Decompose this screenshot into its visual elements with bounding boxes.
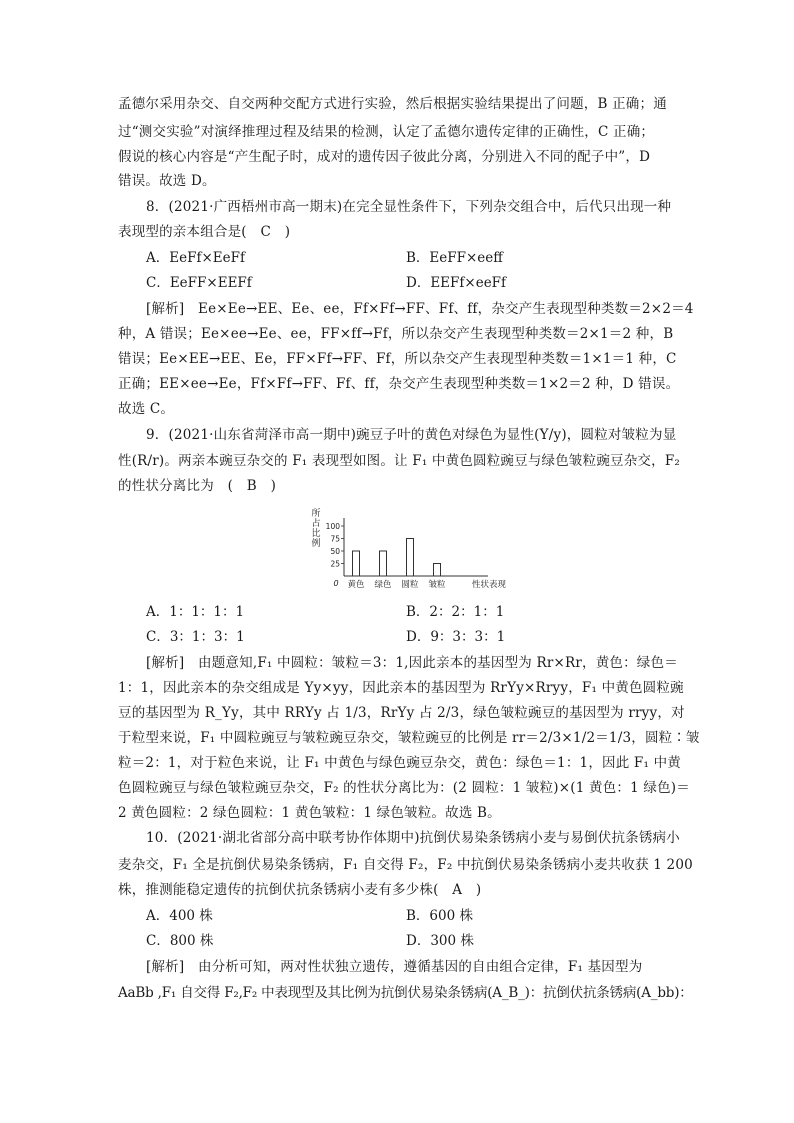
text-line: 错误。故选 D。: [118, 173, 216, 189]
question-9-stem: 的性状分离比为 ( B ): [118, 478, 277, 494]
question-10-stem: 麦杂交，F₁ 全是抗倒伏易染条锈病，F₁ 自交得 F₂，F₂ 中抗倒伏易染条锈病小麦共收获 1 200: [118, 857, 693, 873]
question-8-stem: 表现型的亲本组合是( C ): [118, 224, 291, 240]
q10-option-b: B．600 株: [406, 908, 473, 924]
x-category-label: 绿色: [374, 580, 392, 590]
y-tick-label: 25: [330, 559, 340, 569]
q8-analysis: 种，A 错误；Ee×ee→Ee、ee，FF×ff→Ff，所以杂交产生表现型种类数＝2×1＝2 种，B: [118, 326, 674, 342]
q8-analysis: 错误；Ee×EE→EE、Ee，FF×Ff→FF、Ff，所以杂交产生表现型种类数＝1×1＝1 种，C: [118, 351, 677, 367]
text-line: 孟德尔采用杂交、自交两种交配方式进行实验，然后根据实验结果提出了问题，B 正确；通: [118, 96, 667, 112]
q9-option-a: A．1：1：1：1: [146, 604, 245, 620]
q8-analysis: [解析] Ee×Ee→EE、Ee、ee，Ff×Ff→FF、Ff、ff，杂交产生表现型种类数＝2×2＝4: [146, 301, 694, 317]
question-9-stem: 9．(2021·山东省菏泽市高一期中)豌豆子叶的黄色对绿色为显性(Y/y)，圆粒对皱粒为显: [146, 427, 677, 443]
bar: [407, 539, 414, 577]
origin-label: 0: [333, 579, 339, 588]
q9-analysis: 色圆粒豌豆与绿色皱粒豌豆杂交，F₂ 的性状分离比为：(2 圆粒：1 皱粒)×(1 黄色：1 绿色)＝: [118, 780, 690, 796]
q10-option-d: D．300 株: [406, 933, 474, 949]
q9-analysis: 粒＝2：1，对于粒色来说，让 F₁ 中黄色与绿色豌豆杂交，黄色：绿色＝1：1，因此 F₁ 中黄: [118, 755, 681, 771]
y-axis-label-char: 比: [311, 529, 321, 539]
trait-bar-chart: [296, 506, 526, 596]
q9-analysis: [解析] 由题意知,F₁ 中圆粒：皱粒＝3：1,因此亲本的基因型为 Rr×Rr，黄色：绿色＝: [146, 655, 678, 671]
q8-option-d: D．EEFf×eeFf: [406, 275, 507, 291]
bar: [380, 551, 387, 576]
q8-option-c: C．EeFF×EEFf: [146, 275, 252, 291]
bar: [353, 551, 360, 576]
x-category-label: 皱粒: [428, 580, 446, 590]
q9-analysis: 2 黄色圆粒：2 绿色圆粒：1 黄色皱粒：1 绿色皱粒。故选 B。: [118, 805, 501, 821]
q9-analysis: 1：1，因此亲本的杂交组成是 Yy×yy，因此亲本的基因型为 RrYy×Rryy，F₁ 中黄色圆粒豌: [118, 680, 684, 696]
y-axis-label-char: 例: [311, 539, 321, 549]
question-8-stem: 8．(2021·广西梧州市高一期末)在完全显性条件下，下列杂交组合中，后代只出现一种: [146, 199, 672, 215]
question-10-stem: 株，推测能稳定遗传的抗倒伏抗条锈病小麦有多少株( A ): [118, 882, 482, 898]
q9-option-d: D．9：3：3：1: [406, 629, 506, 645]
y-tick-label: 50: [330, 547, 340, 556]
bar: [434, 564, 441, 577]
q8-analysis: 正确；EE×ee→Ee，Ff×Ff→FF、Ff、ff，杂交产生表现型种类数＝1×2＝2 种，D 错误。: [118, 376, 680, 392]
question-10-stem: 10．(2021·湖北省部分高中联考协作体期中)抗倒伏易染条锈病小麦与易倒伏抗条锈病小: [146, 830, 680, 846]
y-tick-label: 100: [325, 522, 340, 531]
q9-analysis: 豆的基因型为 R_Yy，其中 RRYy 占 1/3，RrYy 占 2/3，绿色皱粒豌豆的基因型为 rryy，对: [118, 705, 685, 721]
text-line: 假说的核心内容是“产生配子时，成对的遗传因子彼此分离，分别进入不同的配子中”，D: [118, 149, 651, 165]
q8-analysis: 故选 C。: [118, 401, 175, 417]
q9-option-c: C．3：1：3：1: [146, 629, 245, 645]
q10-option-a: A．400 株: [146, 908, 213, 924]
q8-option-a: A．EeFf×EeFf: [146, 250, 245, 266]
q10-analysis: AaBb ,F₁ 自交得 F₂,F₂ 中表现型及其比例为抗倒伏易染条锈病(A_B_)：抗倒伏抗条锈病(A_bb)：: [118, 985, 693, 1001]
question-9-stem: 性(R/r)。两亲本豌豆杂交的 F₁ 表现型如图。让 F₁ 中黄色圆粒豌豆与绿色皱粒豌豆杂交，F₂: [118, 453, 681, 469]
q10-option-c: C．800 株: [146, 933, 214, 949]
q10-analysis: [解析] 由分析可知，两对性状独立遗传，遵循基因的自由组合定律，F₁ 基因型为: [146, 959, 643, 975]
q9-option-b: B．2：2：1：1: [406, 604, 505, 620]
x-axis-label: 性状表现: [471, 580, 507, 590]
x-category-label: 圆粒: [401, 580, 419, 590]
q8-option-b: B．EeFF×eeff: [406, 250, 503, 266]
text-line: 过“测交实验”对演绎推理过程及结果的检测，认定了孟德尔遗传定律的正确性，C 正确；: [118, 124, 655, 140]
x-category-label: 黄色: [347, 580, 365, 590]
y-tick-label: 75: [330, 534, 340, 544]
y-axis-label-char: 占: [311, 519, 321, 529]
y-axis-label-char: 所: [311, 509, 321, 519]
q9-analysis: 于粒型来说，F₁ 中圆粒豌豆与皱粒豌豆杂交，皱粒豌豆的比例是 rr＝2/3×1/2＝1/3，圆粒∶皱: [118, 730, 700, 746]
